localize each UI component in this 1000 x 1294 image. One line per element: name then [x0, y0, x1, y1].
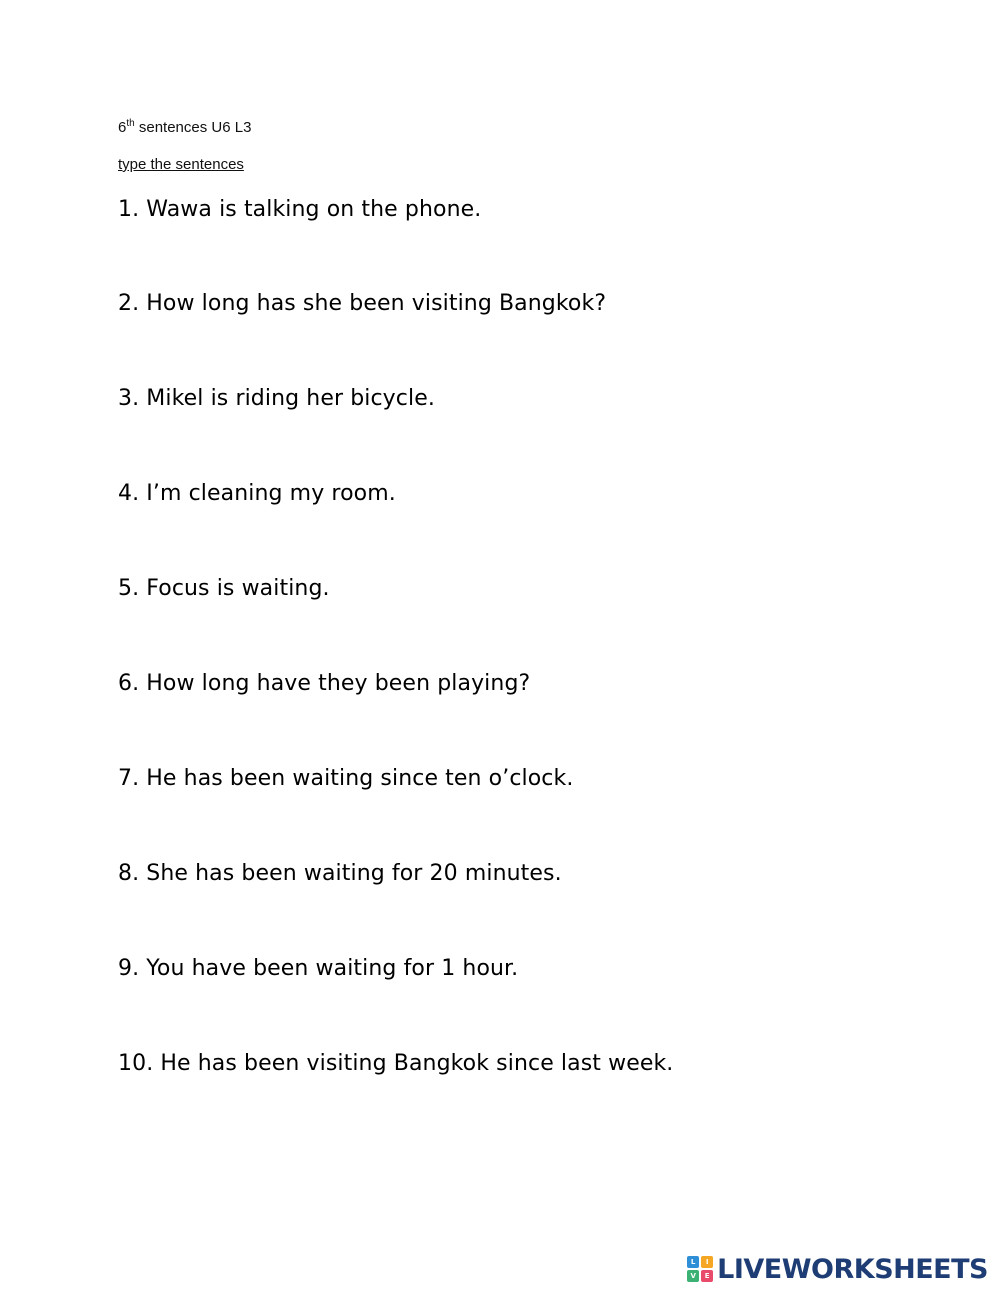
sentence-8: 8. She has been waiting for 20 minutes.	[118, 861, 562, 886]
logo-tile: L	[687, 1256, 699, 1268]
logo-tile: E	[701, 1270, 713, 1282]
sentence-10: 10. He has been visiting Bangkok since last week.	[118, 1051, 674, 1076]
worksheet-title	[118, 119, 251, 136]
title-rest: sentences U6 L3	[134, 119, 252, 136]
sentence-7: 7. He has been waiting since ten o’clock.	[118, 766, 574, 791]
sentence-2: 2. How long has she been visiting Bangkok?	[118, 291, 607, 316]
liveworksheets-logo-icon	[687, 1256, 713, 1282]
title-superscript: th	[126, 118, 135, 129]
liveworksheets-brand	[687, 1253, 988, 1285]
sentence-4: 4. I’m cleaning my room.	[118, 481, 396, 506]
instruction-text: type the sentences	[118, 156, 244, 173]
title-prefix: 6	[118, 119, 127, 136]
logo-tile: I	[701, 1256, 713, 1268]
sentence-1: 1. Wawa is talking on the phone.	[118, 197, 482, 222]
brand-name: LIVEWORKSHEETS	[717, 1253, 988, 1285]
logo-tile: V	[687, 1270, 699, 1282]
sentence-5: 5. Focus is waiting.	[118, 576, 330, 601]
sentence-9: 9. You have been waiting for 1 hour.	[118, 956, 519, 981]
sentence-6: 6. How long have they been playing?	[118, 671, 531, 696]
sentence-3: 3. Mikel is riding her bicycle.	[118, 386, 435, 411]
